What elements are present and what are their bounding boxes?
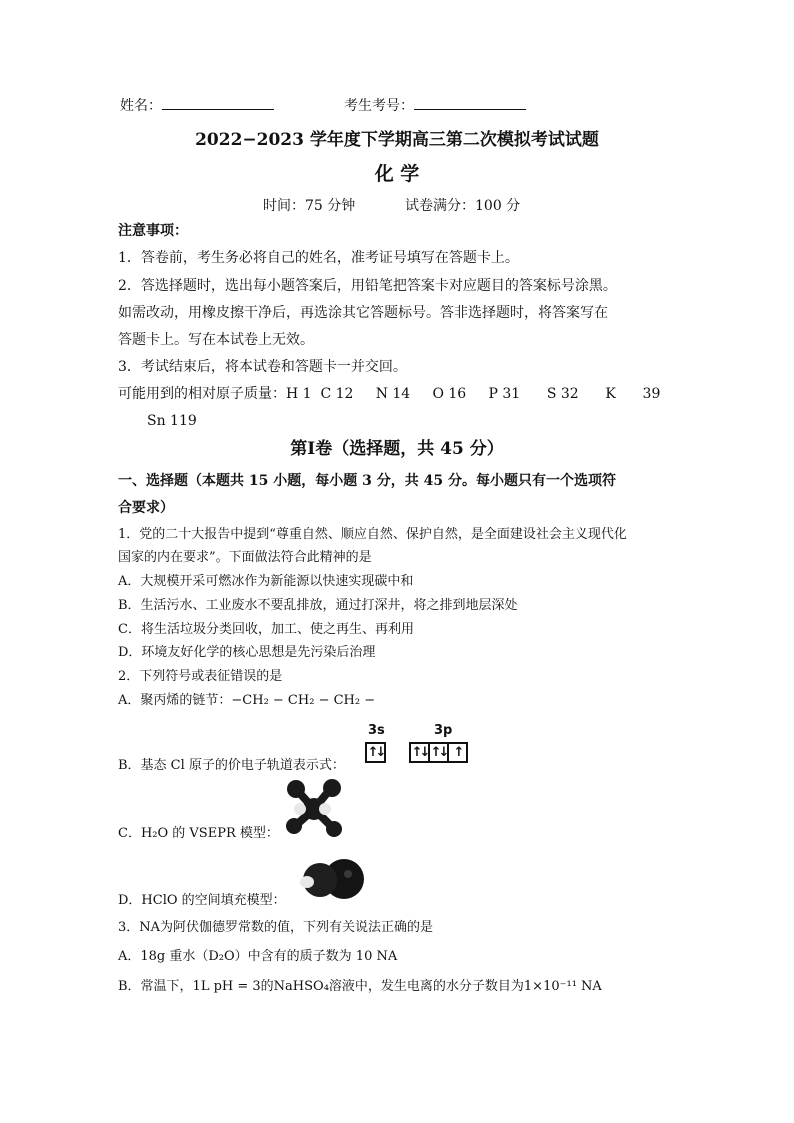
notes-heading: 注意事项： xyxy=(118,223,188,239)
q2-stem: 2．下列符号或表征错误的是 xyxy=(118,669,283,684)
atomic-mass-line: 可能用到的相对原子质量：H 1 C 12 N 14 O 16 P 31 S 32 K 39 xyxy=(118,386,661,402)
name-field xyxy=(120,97,274,115)
hclo-model-image xyxy=(298,852,364,906)
q1-stem-2: 国家的内在要求”。下面做法符合此精神的是 xyxy=(118,550,372,565)
q3-option-a: A．18g 重水（D₂O）中含有的质子数为 10 NA xyxy=(118,949,398,964)
time-info: 时间：75 分钟 xyxy=(263,198,356,214)
q1-option-d: D．环境友好化学的核心思想是先污染后治理 xyxy=(118,645,376,660)
name-blank[interactable] xyxy=(162,97,274,110)
vsepr-model-image xyxy=(284,779,344,839)
note-line: 3．考试结束后，将本试卷和答题卡一并交回。 xyxy=(118,359,407,375)
orbital-box: ↑↓ xyxy=(428,742,449,763)
part-heading-2: 合要求） xyxy=(118,500,174,516)
exam-title: 2022−2023 学年度下学期高三第二次模拟考试试题 xyxy=(195,130,599,150)
q2-option-c: C．H₂O 的 VSEPR 模型： xyxy=(118,826,279,841)
note-line: 答题卡上。写在本试卷上无效。 xyxy=(118,332,314,348)
q1-option-c: C．将生活垃圾分类回收，加工、使之再生、再利用 xyxy=(118,622,414,637)
polypropylene-formula: −CH₂ − CH₂ − CH₂ − xyxy=(231,693,376,708)
note-line: 1．答卷前，考生务必将自己的姓名，准考证号填写在答题卡上。 xyxy=(118,250,519,266)
q2-option-b: B．基态 Cl 原子的价电子轨道表示式： xyxy=(118,758,345,773)
id-field xyxy=(344,97,526,115)
score-info: 试卷满分：100 分 xyxy=(405,198,521,214)
orbital-box: ↑↓ xyxy=(409,742,430,763)
orbital-3p-label: 3p xyxy=(434,723,453,738)
q2-option-d: D．HClO 的空间填充模型： xyxy=(118,893,286,908)
orbital-box: ↑ xyxy=(447,742,468,763)
id-label: 考生考号： xyxy=(344,98,414,114)
orbital-3s-label: 3s xyxy=(368,723,385,738)
name-label: 姓名： xyxy=(120,98,162,114)
orbital-box: ↑↓ xyxy=(365,742,386,763)
q1-option-b: B．生活污水、工业废水不要乱排放，通过打深井，将之排到地层深处 xyxy=(118,598,518,613)
q1-stem: 1．党的二十大报告中提到“尊重自然、顺应自然、保护自然，是全面建设社会主义现代化 xyxy=(118,527,627,542)
q1-option-a: A．大规模开采可燃冰作为新能源以快速实现碳中和 xyxy=(118,574,414,589)
section-title: 第Ⅰ卷（选择题，共 45 分） xyxy=(290,439,504,459)
note-line: 如需改动，用橡皮擦干净后，再选涂其它答题标号。答非选择题时，将答案写在 xyxy=(118,305,608,321)
q3-option-b: B．常温下，1L pH = 3的NaHSO₄溶液中，发生电离的水分子数目为1×10⁻¹¹ NA xyxy=(118,979,602,994)
subject-title: 化 学 xyxy=(374,163,420,185)
part-heading: 一、选择题（本题共 15 小题，每小题 3 分，共 45 分。每小题只有一个选项符 xyxy=(118,473,616,489)
atomic-mass-line-2: Sn 119 xyxy=(147,413,197,429)
orbital-3p xyxy=(409,742,468,763)
q2-option-a-label: A．聚丙烯的链节： xyxy=(118,693,232,708)
q3-stem: 3．NA为阿伏伽德罗常数的值，下列有关说法正确的是 xyxy=(118,920,434,935)
note-line: 2．答选择题时，选出每小题答案后，用铅笔把答案卡对应题目的答案标号涂黑。 xyxy=(118,278,617,294)
orbital-3s xyxy=(365,742,386,763)
q2-option-a xyxy=(118,692,375,710)
id-blank[interactable] xyxy=(414,97,526,110)
